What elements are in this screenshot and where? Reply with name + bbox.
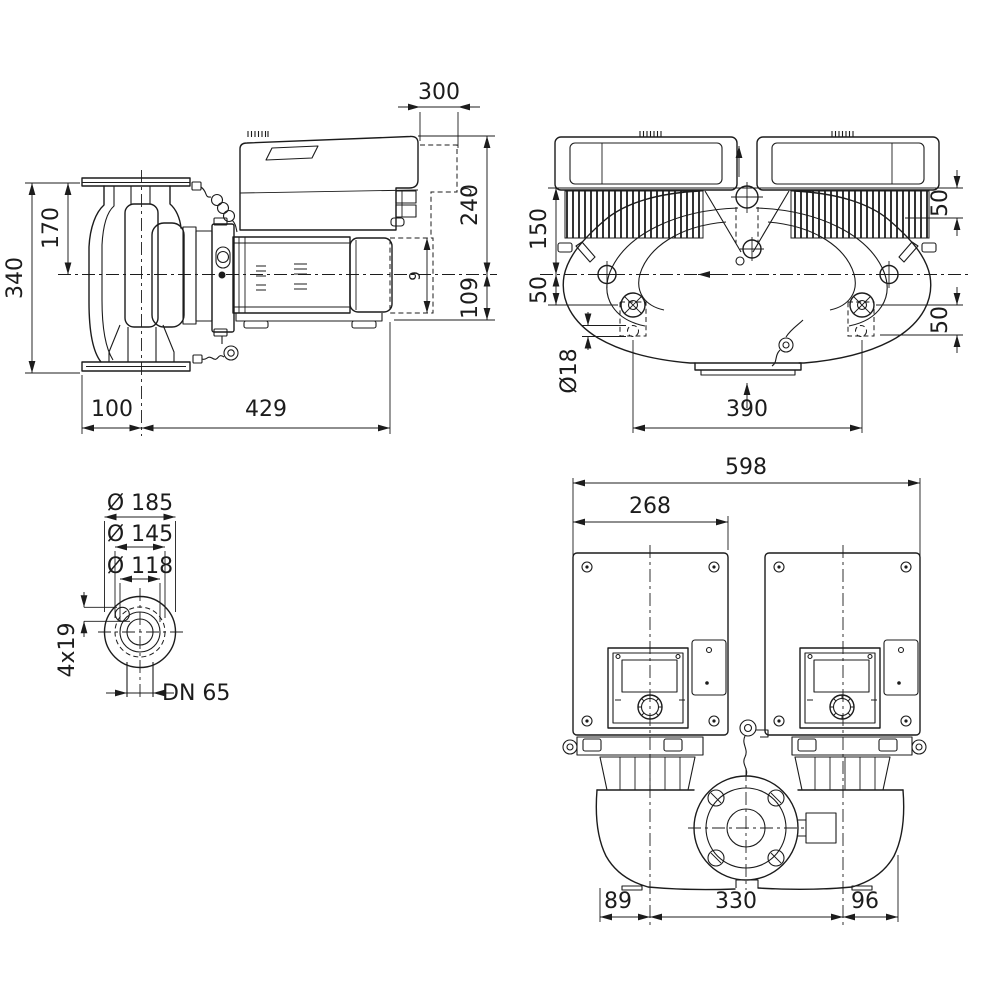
dim-label-o145: Ø 145 — [106, 522, 174, 547]
dim-label-96: 96 — [851, 889, 879, 914]
dim-label-o18: Ø18 — [557, 348, 582, 394]
side-view — [3, 80, 497, 436]
terminal-cover-left — [692, 640, 726, 695]
module-vent-comb-right — [832, 131, 853, 137]
electronic-module — [240, 136, 418, 230]
volute-body — [152, 223, 184, 327]
clearance-outline — [420, 145, 457, 238]
dim-label-89: 89 — [604, 889, 632, 914]
dim-label-150: 150 — [527, 208, 552, 250]
dim-label-dn65: DN 65 — [162, 681, 231, 706]
suction-flange-top — [82, 178, 190, 186]
dim-label-50-right-bottom: 50 — [928, 306, 953, 334]
dim-label-268: 268 — [629, 494, 671, 519]
dim-label-109: 109 — [458, 277, 483, 319]
coiled-cable-front — [779, 338, 793, 352]
module-top-left — [573, 553, 728, 735]
lantern-plate — [183, 227, 196, 324]
module-label-window — [266, 146, 318, 160]
dim-label-o185: Ø 185 — [106, 491, 174, 516]
module-vent-comb-left — [640, 131, 661, 137]
side-view-dimensions — [3, 80, 495, 434]
dim-label-330: 330 — [715, 889, 757, 914]
module-plug — [396, 191, 416, 203]
sensor-connector-bottom — [193, 355, 202, 363]
motor-body — [233, 237, 350, 313]
housing-body — [596, 790, 903, 890]
module-left — [555, 137, 737, 190]
top-view-outline — [563, 545, 926, 925]
dim-label-50-right-top: 50 — [928, 189, 953, 217]
motor-fins-left — [565, 191, 703, 238]
dim-label-170: 170 — [39, 207, 64, 249]
bolt-hole — [115, 607, 129, 621]
flange-view — [55, 491, 230, 706]
dim-label-50-left: 50 — [527, 276, 552, 304]
coupling-block — [806, 813, 836, 843]
drain-hole — [219, 272, 226, 279]
suction-flange-front — [695, 363, 801, 370]
side-view-pump-outline — [58, 131, 497, 436]
module-right — [757, 137, 939, 190]
bracket-left — [577, 737, 703, 755]
dim-label-429: 429 — [245, 397, 287, 422]
support-left — [600, 757, 695, 790]
coiled-cable-topview — [740, 720, 756, 736]
dim-label-240: 240 — [458, 184, 483, 226]
terminal-cover-right — [884, 640, 918, 695]
dim-label-340: 340 — [3, 257, 28, 299]
bracket-right — [792, 737, 912, 755]
dim-label-100: 100 — [91, 397, 133, 422]
dim-label-300: 300 — [418, 80, 460, 105]
display-window-right — [814, 660, 869, 692]
dim-label-9: 9 — [406, 271, 424, 281]
top-view — [563, 455, 926, 925]
coiled-cable-top — [201, 187, 211, 197]
module-screws-left — [582, 562, 719, 726]
front-view-pump-outline — [540, 131, 968, 408]
dim-label-4x19: 4x19 — [55, 622, 80, 678]
support-right — [795, 757, 890, 790]
display-window-left — [622, 660, 677, 692]
dim-label-390: 390 — [726, 397, 768, 422]
flange-dimensions — [55, 491, 230, 706]
dim-label-o118: Ø 118 — [106, 554, 174, 579]
module-top-right — [765, 553, 920, 735]
module-vent-comb — [248, 131, 268, 137]
top-view-dimensions — [573, 455, 920, 922]
front-view — [527, 131, 968, 433]
dim-label-598: 598 — [725, 455, 767, 480]
sensor-connector-top — [192, 182, 201, 190]
motor-fins-right — [791, 191, 929, 238]
module-screws-right — [774, 562, 911, 726]
